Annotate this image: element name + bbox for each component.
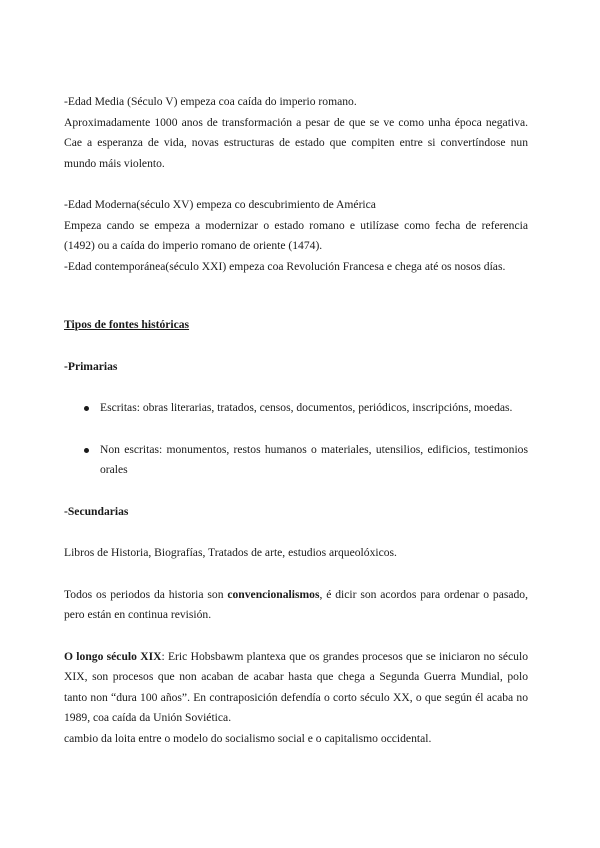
conventions-paragraph <box>64 585 528 626</box>
conventions-keyword: convencionalismos <box>227 587 320 601</box>
conventions-text-after: , é dicir son acordos para ordenar o pasado, pero están en continua revisión. <box>64 587 528 621</box>
edad-moderna-title: -Edad Moderna(século XV) empeza co descubrimiento de América <box>64 198 376 211</box>
sources-heading: Tipos de fontes históricas <box>64 318 190 331</box>
spacer <box>64 174 528 195</box>
edad-moderna-description: Empeza cando se empeza a modernizar o estado romano e utilízase como fecha de referencia (1492) ou a caída do imperio romano de oriente (1474). <box>64 218 528 252</box>
edad-media-title: -Edad Media (Século V) empeza coa caída do imperio romano. <box>64 95 357 108</box>
secondary-sources-text: Libros de Historia, Biografías, Tratados de arte, estudios arqueolóxicos. <box>64 546 397 559</box>
list-item-text: Escritas: obras literarias, tratados, censos, documentos, periódicos, inscripcións, moedas. <box>100 401 513 414</box>
edad-contemporanea-title: -Edad contemporánea(século XXI) empeza coa Revolución Francesa e chega até os nosos días. <box>64 259 506 273</box>
primary-sources-label: -Primarias <box>64 359 118 373</box>
spacer <box>64 626 528 647</box>
list-item-text: Non escritas: monumentos, restos humanos o materiales, utensilios, edificios, testimonios orales <box>100 442 528 476</box>
spacer <box>64 277 528 315</box>
document-body <box>64 92 528 749</box>
spacer <box>64 522 528 543</box>
spacer <box>64 336 528 357</box>
bullet-icon <box>84 406 89 411</box>
spacer <box>64 481 528 502</box>
long-century-extra: cambio da loita entre o modelo do socialismo social e o capitalismo occidental. <box>64 731 432 745</box>
list-item <box>64 398 528 419</box>
spacer <box>64 419 528 440</box>
list-item <box>64 440 528 481</box>
long-century-keyword: O longo século XIX <box>64 649 162 663</box>
primary-sources-list <box>64 398 528 481</box>
edad-media-description: Aproximadamente 1000 anos de transformación a pesar de que se ve como unha época negativa. Cae a esperanza de vida, novas estructuras de estado que compiten entre si convertíndose nun mundo máis violento. <box>64 115 528 170</box>
bullet-icon <box>84 448 89 453</box>
long-century-paragraph <box>64 647 528 729</box>
secondary-sources-label: -Secundarias <box>64 504 129 518</box>
spacer <box>64 564 528 585</box>
long-century-text: : Eric Hobsbawm plantexa que os grandes procesos que se iniciaron no século XIX, son procesos que non acaban de acabar hasta que chega a Segunda Guerra Mundial, polo tanto non “dura 100 años”. En contraposición defendía o corto século XX, o que según él acaba no 1989, coa caída da Unión Soviética. <box>64 649 528 724</box>
conventions-text-before: Todos os periodos da historia son <box>64 587 228 601</box>
spacer <box>64 377 528 398</box>
